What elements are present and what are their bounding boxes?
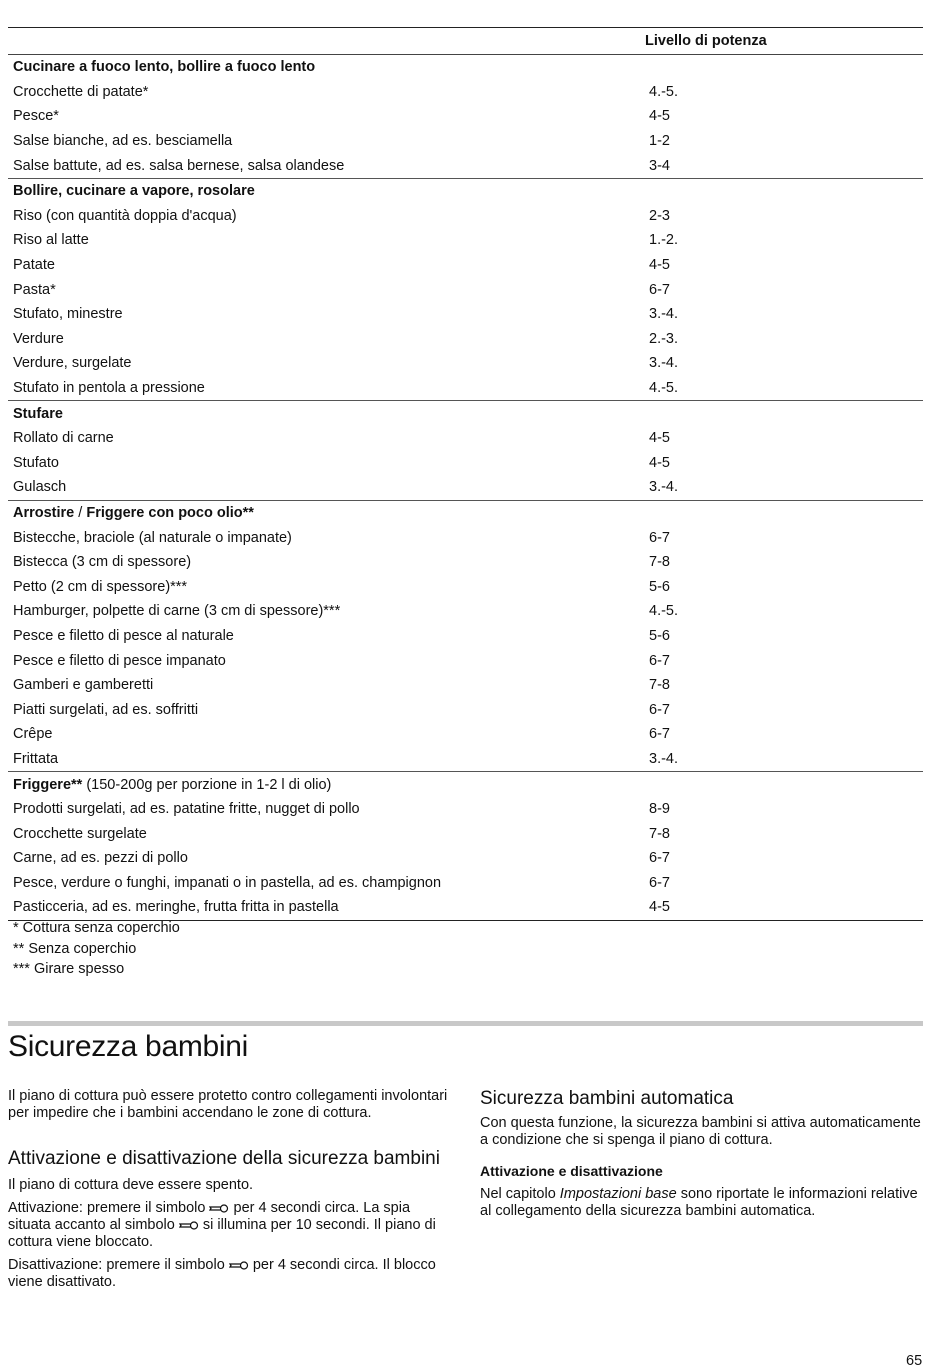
table-row	[8, 253, 923, 278]
table-row	[8, 153, 923, 178]
table-row	[8, 327, 923, 352]
table-body	[8, 55, 923, 921]
power-level-cell: 6-7	[649, 701, 670, 718]
power-level-cell: 6-7	[649, 529, 670, 546]
food-cell: Pasta*	[13, 281, 56, 298]
table-row	[8, 129, 923, 154]
food-cell: Stufato	[13, 454, 59, 471]
table-header-row	[8, 28, 923, 55]
food-cell: Verdure	[13, 330, 64, 347]
food-cell: Rollato di carne	[13, 430, 114, 447]
food-cell: Crêpe	[13, 726, 53, 743]
section-title: Stufare	[8, 401, 641, 426]
power-level-cell: 2-3	[649, 207, 670, 224]
table-row	[8, 204, 923, 229]
table-row	[8, 574, 923, 599]
power-level-cell: 3.-4.	[649, 479, 679, 496]
key-icon	[209, 1204, 229, 1213]
food-cell: Pesce, verdure o funghi, impanati o in pastella, ad es. champignon	[13, 874, 442, 891]
paragraph-deactivation: Disattivazione: premere il simbolo per 4 secondi circa. Il blocco viene disattivato.	[8, 1257, 436, 1290]
cooking-table-wrapper	[8, 27, 923, 921]
power-level-cell: 7-8	[649, 677, 670, 694]
food-cell: Riso (con quantità doppia d'acqua)	[13, 207, 237, 224]
power-level-cell: 4-5	[641, 895, 923, 920]
section-divider	[8, 1021, 923, 1026]
section-title: Arrostire / Friggere con poco olio**	[8, 500, 641, 525]
food-cell: Stufato in pentola a pressione	[13, 380, 205, 397]
table-row	[8, 797, 923, 822]
food-cell: Patate	[13, 257, 55, 274]
header-food	[8, 28, 641, 55]
table-row	[8, 871, 923, 896]
automatic-paragraph: Con questa funzione, la sicurezza bambini si attiva automaticamente a condizione che si spenga il piano di cottura.	[480, 1115, 921, 1148]
section-header-row	[8, 401, 923, 426]
table-row	[8, 697, 923, 722]
food-cell: Verdure, surgelate	[13, 355, 132, 372]
power-level-cell: 6-7	[649, 874, 670, 891]
table-row	[8, 277, 923, 302]
table-row	[8, 895, 923, 920]
food-cell: Hamburger, polpette di carne (3 cm di spessore)***	[13, 603, 341, 620]
table-row	[8, 451, 923, 476]
automatic-subheading: Attivazione e disattivazione	[480, 1163, 663, 1179]
section-title: Sicurezza bambini	[8, 1030, 249, 1063]
table-row	[8, 846, 923, 871]
table-row	[8, 351, 923, 376]
food-cell: Pesce e filetto di pesce impanato	[13, 652, 226, 669]
page-number: 65	[906, 1353, 923, 1369]
power-level-cell: 4.-5.	[649, 603, 679, 620]
section-header-row	[8, 772, 923, 797]
left-column	[8, 1088, 453, 1297]
activation-heading: Attivazione e disattivazione della sicurezza bambini	[8, 1148, 440, 1169]
table-row	[8, 475, 923, 500]
right-column	[480, 1088, 925, 1226]
power-level-cell: 8-9	[649, 801, 670, 818]
paragraph-activation: Attivazione: premere il simbolo per 4 secondi circa. La spia situata accanto al simbolo si illumina per 10 secondi. Il piano di cottura viene bloccato.	[8, 1200, 436, 1250]
power-level-cell: 5-6	[649, 627, 670, 644]
power-level-cell: 5-6	[649, 578, 670, 595]
food-cell: Crocchette di patate*	[13, 83, 149, 100]
table-row	[8, 302, 923, 327]
power-level-cell: 4.-5.	[649, 380, 679, 397]
power-level-cell: 7-8	[649, 554, 670, 571]
section-header-row	[8, 500, 923, 525]
power-level-cell: 3.-4.	[649, 750, 679, 767]
food-cell: Petto (2 cm di spessore)***	[13, 578, 188, 595]
table-row	[8, 376, 923, 401]
power-level-cell: 4-5	[649, 430, 670, 447]
food-cell: Piatti surgelati, ad es. soffritti	[13, 701, 199, 718]
header-power-level: Livello di potenza	[641, 28, 923, 55]
paragraph-off: Il piano di cottura deve essere spento.	[8, 1177, 254, 1193]
section-header-row	[8, 55, 923, 80]
section-title: Cucinare a fuoco lento, bollire a fuoco lento	[13, 59, 316, 76]
food-cell: Pesce e filetto di pesce al naturale	[13, 627, 234, 644]
section-level-empty	[641, 772, 923, 797]
section-title: Bollire, cucinare a vapore, rosolare	[8, 178, 641, 203]
table-row	[8, 747, 923, 772]
footnote: ** Senza coperchio	[13, 940, 137, 957]
table-row	[8, 673, 923, 698]
food-cell: Prodotti surgelati, ad es. patatine fritte, nugget di pollo	[13, 801, 360, 818]
power-level-cell: 6-7	[649, 850, 670, 867]
section-level-empty	[641, 178, 923, 203]
power-level-cell: 3.-4.	[649, 355, 679, 372]
section-level-empty	[641, 401, 923, 426]
food-cell: Bistecca (3 cm di spessore)	[13, 554, 192, 571]
table-row	[8, 821, 923, 846]
food-cell: Crocchette surgelate	[13, 825, 147, 842]
cooking-table	[8, 27, 923, 921]
power-level-cell: 6-7	[649, 726, 670, 743]
table-row	[8, 599, 923, 624]
table-row	[8, 550, 923, 575]
section-level-empty	[641, 55, 923, 80]
power-level-cell: 2.-3.	[649, 330, 679, 347]
food-cell: Stufato, minestre	[13, 306, 123, 323]
food-cell: Salse bianche, ad es. besciamella	[13, 133, 233, 150]
footnotes	[13, 918, 180, 980]
table-row	[8, 80, 923, 105]
section-title: Friggere** (150-200g per porzione in 1-2 l di olio)	[8, 772, 641, 797]
section-header-row	[8, 178, 923, 203]
footnote: * Cottura senza coperchio	[13, 920, 180, 936]
power-level-cell: 4-5	[649, 454, 670, 471]
food-cell: Pasticceria, ad es. meringhe, frutta fritta in pastella	[8, 895, 641, 920]
power-level-cell: 1.-2.	[649, 232, 679, 249]
table-row	[8, 104, 923, 129]
table-row	[8, 648, 923, 673]
power-level-cell: 4-5	[649, 257, 670, 274]
power-level-cell: 7-8	[649, 825, 670, 842]
table-row	[8, 722, 923, 747]
power-level-cell: 3-4	[649, 157, 670, 174]
footnote: *** Girare spesso	[13, 961, 125, 977]
key-icon	[179, 1221, 199, 1230]
table-row	[8, 426, 923, 451]
power-level-cell: 6-7	[649, 652, 670, 669]
power-level-cell: 4-5	[649, 108, 670, 125]
table-row	[8, 228, 923, 253]
food-cell: Salse battute, ad es. salsa bernese, salsa olandese	[13, 157, 345, 174]
food-cell: Gulasch	[13, 479, 67, 496]
food-cell: Riso al latte	[13, 232, 89, 249]
automatic-settings-paragraph: Nel capitolo Impostazioni base sono riportate le informazioni relative al collegamento della sicurezza bambini automatica.	[480, 1186, 918, 1219]
intro-paragraph: Il piano di cottura può essere protetto contro collegamenti involontari per impedire che i bambini accendano le zone di cottura.	[8, 1088, 448, 1121]
food-cell: Frittata	[13, 750, 59, 767]
power-level-cell: 4.-5.	[649, 83, 679, 100]
automatic-heading: Sicurezza bambini automatica	[480, 1088, 734, 1109]
food-cell: Carne, ad es. pezzi di pollo	[13, 850, 188, 867]
table-row	[8, 624, 923, 649]
power-level-cell: 1-2	[649, 133, 670, 150]
food-cell: Gamberi e gamberetti	[13, 677, 154, 694]
section-level-empty	[641, 500, 923, 525]
key-icon	[229, 1261, 249, 1270]
food-cell: Pesce*	[13, 108, 59, 125]
food-cell: Bistecche, braciole (al naturale o impanate)	[13, 529, 292, 546]
power-level-cell: 3.-4.	[649, 306, 679, 323]
table-row	[8, 525, 923, 550]
power-level-cell: 6-7	[649, 281, 670, 298]
